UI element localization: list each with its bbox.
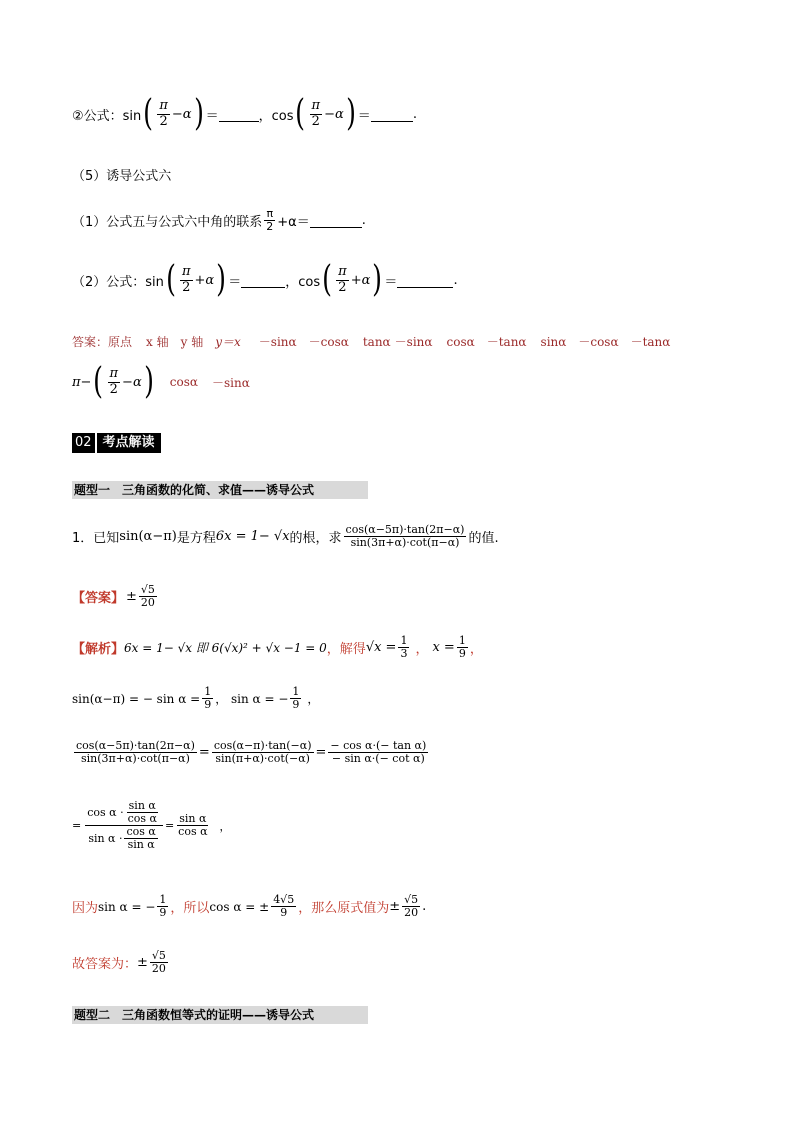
section-5-q1: （1）公式五与公式六中角的联系 $\frac{\pi}{2}$ +α＝ . [72,207,366,234]
paren-group: ( $\frac{\pi}{2}$ −α ) [143,93,204,134]
fraction: $\frac{\pi}{2}$ [159,98,168,129]
blank-1 [219,107,259,122]
type-2-bar: 题型二 三角函数恒等式的证明——诱导公式 [72,1006,368,1024]
final-answer: 故答案为： ± $\frac{√5}{20}$ [72,949,166,976]
answer-line-2: π − ( $\frac{\pi}{2}$ −α ) cosα －sinα [72,361,250,402]
step-4: = cos α · $\frac{\text{sin α}}{\text{cos α}}$ sin α · $\frac{\text{cos α}}{\text{sin α}}$ = $\frac{\text{sin α}}{\text{cos α}}$ ， [72,799,231,852]
step-2: sin(α−π) = − sin α = $\frac{1}{9}$ ， sin α = − $\frac{1}{9}$ ， [72,685,320,712]
section-5-title: （5）诱导公式六 [72,169,172,184]
formula-2-label: ②公式：sin [72,108,142,124]
blank-2 [371,107,413,122]
blank-5 [397,273,453,288]
jiexi-tag: 【解析】 [72,642,125,658]
answer-row: 【答案】 ± $\frac{√5}{20}$ [72,583,155,610]
question-1: 1．已知 sin(α−π) 是方程 6x = 1− √x 的根，求 $\frac{\cos(\alpha-5\pi)\cdot\tan(2\pi-\alpha)}{\sin(3\pi+\alpha)\cdot\cot(\pi-\alpha)}$ 的值. [72,523,499,550]
section-title: 考点解读 [97,433,161,453]
blank-4 [241,273,285,288]
answer-line-1: 答案：原点 x 轴 y 轴 y＝x －sinα －cosα tanα －sinα cosα －tanα sinα －cosα －tanα [72,334,671,349]
section-number: 02 [72,433,95,453]
jiexi-row: 【解析】 6x = 1− √x 即 6(√x)² + √x −1 = 0 ，解得 √x = $\frac{1}{3}$ ， x = $\frac{1}{9}$ ， [72,634,483,661]
section-header [72,433,161,453]
section-5-q2: （2）公式：sin ( $\frac{\pi}{2}$ +α ) ＝ ，cos ( $\frac{\pi}{2}$ +α ) ＝ . [72,259,458,300]
type-1-bar: 题型一 三角函数的化简、求值——诱导公式 [72,481,368,499]
answer-tag: 【答案】 [72,591,125,607]
step-5: 因为 sin α = − $\frac{1}{9}$ ，所以 cos α = ± $\frac{4√5}{9}$ ，那么原式值为 ± $\frac{√5}{20}$ . [72,893,427,920]
blank-3 [310,213,362,228]
formula-2-line: ②公式：sin ( $\frac{\pi}{2}$ −α ) ＝ ，cos ( $\frac{\pi}{2}$ −α ) ＝ . [72,93,417,134]
paren-group: ( $\frac{\pi}{2}$ −α ) [295,93,356,134]
answer-label: 答案：原点 [72,335,133,349]
step-3: $\frac{\cos(\alpha-5\pi)\cdot\tan(2\pi-\alpha)}{\sin(3\pi+\alpha)\cdot\cot(\pi-\alpha)}$ = $\frac{\cos(\alpha-\pi)\cdot\tan(-\alpha)}{\sin(\pi+\alpha)\cdot\cot(-\alpha)}$ = $\frac{\text{− cos α·(− tan α)}}{\text{− sin α·(− cot α)}}$ [76,739,427,766]
